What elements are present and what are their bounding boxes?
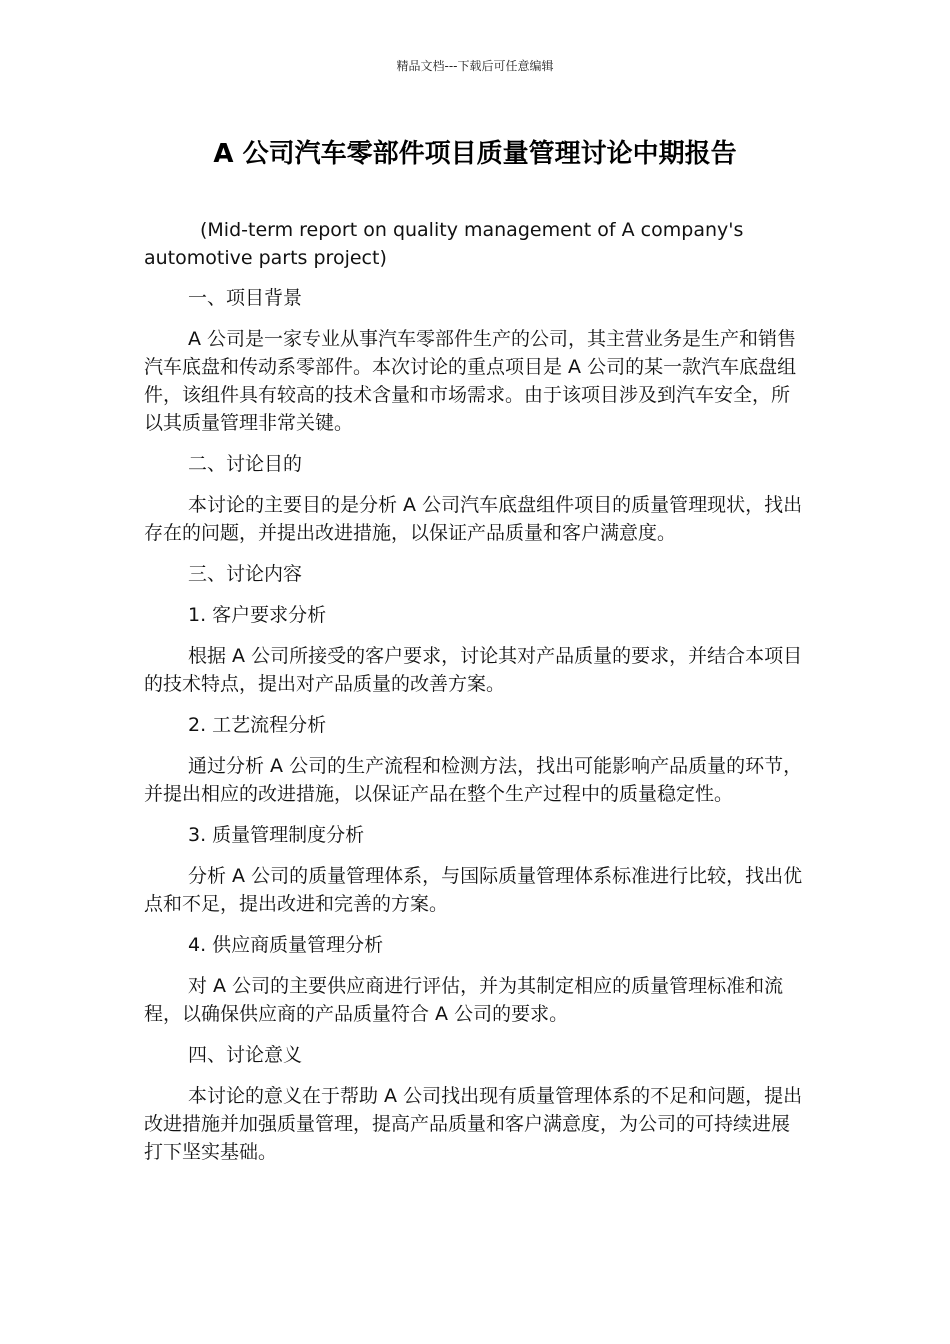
subsection-heading-customer-requirements: 1. 客户要求分析 [188,604,327,626]
section-text-background: A 公司是一家专业从事汽车零部件生产的公司，其主营业务是生产和销售汽车底盘和传动系零部件。本次讨论的重点项目是 A 公司的某一款汽车底盘组件，该组件具有较高的技术含量和市场需求。由于该项目涉及到汽车安全，所以其质量管理非常关键。 [144,328,797,434]
section-heading-background: 一、项目背景 [188,287,303,309]
header-note: 精品文档---下载后可任意编辑 [396,59,554,73]
subsection-text-process-flow: 通过分析 A 公司的生产流程和检测方法，找出可能影响产品质量的环节，并提出相应的改进措施，以保证产品在整个生产过程中的质量稳定性。 [144,755,803,805]
document-body [144,216,808,1179]
subsection-text-customer-requirements: 根据 A 公司所接受的客户要求，讨论其对产品质量的要求，并结合本项目的技术特点，提出对产品质量的改善方案。 [144,645,803,695]
section-text-significance: 本讨论的意义在于帮助 A 公司找出现有质量管理体系的不足和问题，提出改进措施并加强质量管理，提高产品质量和客户满意度，为公司的可持续进展打下坚实基础。 [144,1085,803,1163]
english-subtitle: (Mid-term report on quality management of A company's automotive parts project) [144,219,744,269]
section-heading-significance: 四、讨论意义 [188,1044,303,1066]
subsection-heading-quality-system: 3. 质量管理制度分析 [188,824,365,846]
subsection-text-supplier-quality: 对 A 公司的主要供应商进行评估，并为其制定相应的质量管理标准和流程，以确保供应商的产品质量符合 A 公司的要求。 [144,975,784,1025]
section-heading-content: 三、讨论内容 [188,563,303,585]
subsection-heading-supplier-quality: 4. 供应商质量管理分析 [188,934,384,956]
section-heading-purpose: 二、讨论目的 [188,453,303,475]
subsection-heading-process-flow: 2. 工艺流程分析 [188,714,327,736]
page-title: A 公司汽车零部件项目质量管理讨论中期报告 [213,139,737,169]
subsection-text-quality-system: 分析 A 公司的质量管理体系，与国际质量管理体系标准进行比较，找出优点和不足，提出改进和完善的方案。 [144,865,803,915]
section-text-purpose: 本讨论的主要目的是分析 A 公司汽车底盘组件项目的质量管理现状，找出存在的问题，并提出改进措施，以保证产品质量和客户满意度。 [144,494,803,544]
